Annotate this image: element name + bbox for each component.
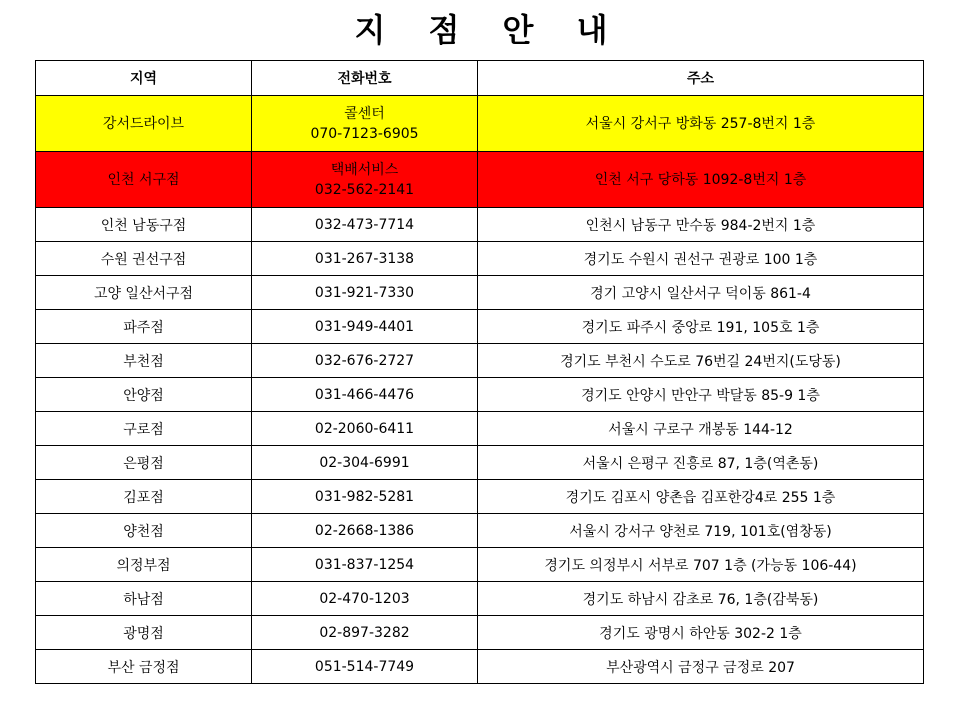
table-row bbox=[36, 616, 924, 650]
table-row bbox=[36, 276, 924, 310]
page-title: 지 점 안 내 bbox=[354, 11, 624, 49]
phone-number: 02-2668-1386 bbox=[314, 522, 415, 539]
cell-phone bbox=[252, 582, 478, 616]
cell-region: 강서드라이브 bbox=[36, 96, 252, 152]
phone-number: 02-897-3282 bbox=[319, 624, 410, 641]
cell-phone bbox=[252, 412, 478, 446]
table-row bbox=[36, 446, 924, 480]
cell-phone bbox=[252, 208, 478, 242]
phone-number: 031-837-1254 bbox=[314, 556, 415, 573]
phone-number: 031-949-4401 bbox=[314, 318, 415, 335]
cell-address: 인천시 남동구 만수동 984-2번지 1층 bbox=[478, 208, 924, 242]
table-row bbox=[36, 480, 924, 514]
cell-address: 인천 서구 당하동 1092-8번지 1층 bbox=[478, 152, 924, 208]
table-row bbox=[36, 548, 924, 582]
table-row bbox=[36, 344, 924, 378]
cell-address: 서울시 강서구 양천로 719, 101호(염창동) bbox=[478, 514, 924, 548]
cell-phone bbox=[252, 344, 478, 378]
cell-address: 경기도 수원시 권선구 권광로 100 1층 bbox=[478, 242, 924, 276]
cell-phone bbox=[252, 480, 478, 514]
table-row bbox=[36, 96, 924, 152]
cell-region: 양천점 bbox=[36, 514, 252, 548]
cell-address: 경기 고양시 일산서구 덕이동 861-4 bbox=[478, 276, 924, 310]
cell-phone bbox=[252, 378, 478, 412]
cell-address: 서울시 구로구 개봉동 144-12 bbox=[478, 412, 924, 446]
cell-region: 구로점 bbox=[36, 412, 252, 446]
cell-phone bbox=[252, 650, 478, 684]
phone-number: 032-473-7714 bbox=[314, 216, 415, 233]
cell-region: 파주점 bbox=[36, 310, 252, 344]
cell-address: 경기도 광명시 하안동 302-2 1층 bbox=[478, 616, 924, 650]
cell-address: 부산광역시 금정구 금정로 207 bbox=[478, 650, 924, 684]
cell-address: 서울시 은평구 진흥로 87, 1층(역촌동) bbox=[478, 446, 924, 480]
cell-address: 서울시 강서구 방화동 257-8번지 1층 bbox=[478, 96, 924, 152]
cell-region: 인천 남동구점 bbox=[36, 208, 252, 242]
table-row bbox=[36, 242, 924, 276]
cell-region: 부산 금정점 bbox=[36, 650, 252, 684]
phone-number: 02-304-6991 bbox=[319, 454, 410, 471]
header-phone: 전화번호 bbox=[252, 61, 478, 96]
phone-service-label: 콜센터 bbox=[344, 105, 385, 122]
cell-region: 은평점 bbox=[36, 446, 252, 480]
phone-number: 02-2060-6411 bbox=[314, 420, 415, 437]
table-row bbox=[36, 208, 924, 242]
table-row bbox=[36, 378, 924, 412]
cell-phone bbox=[252, 152, 478, 208]
phone-number: 031-466-4476 bbox=[314, 386, 415, 403]
phone-number: 051-514-7749 bbox=[314, 658, 415, 675]
header-address: 주소 bbox=[478, 61, 924, 96]
cell-region: 고양 일산서구점 bbox=[36, 276, 252, 310]
cell-phone bbox=[252, 616, 478, 650]
phone-number: 032-676-2727 bbox=[314, 352, 415, 369]
cell-phone bbox=[252, 514, 478, 548]
cell-phone bbox=[252, 446, 478, 480]
table-row bbox=[36, 152, 924, 208]
cell-phone bbox=[252, 96, 478, 152]
table-row bbox=[36, 514, 924, 548]
cell-region: 수원 권선구점 bbox=[36, 242, 252, 276]
cell-address: 경기도 의정부시 서부로 707 1층 (가능동 106-44) bbox=[478, 548, 924, 582]
cell-region: 의정부점 bbox=[36, 548, 252, 582]
cell-phone bbox=[252, 242, 478, 276]
cell-region: 인천 서구점 bbox=[36, 152, 252, 208]
cell-address: 경기도 하남시 감초로 76, 1층(감북동) bbox=[478, 582, 924, 616]
cell-region: 부천점 bbox=[36, 344, 252, 378]
cell-address: 경기도 안양시 만안구 박달동 85-9 1층 bbox=[478, 378, 924, 412]
cell-address: 경기도 파주시 중앙로 191, 105호 1층 bbox=[478, 310, 924, 344]
cell-address: 경기도 부천시 수도로 76번길 24번지(도당동) bbox=[478, 344, 924, 378]
cell-region: 광명점 bbox=[36, 616, 252, 650]
phone-number: 031-982-5281 bbox=[314, 488, 415, 505]
cell-phone bbox=[252, 548, 478, 582]
table-row bbox=[36, 412, 924, 446]
cell-region: 안양점 bbox=[36, 378, 252, 412]
cell-region: 김포점 bbox=[36, 480, 252, 514]
cell-region: 하남점 bbox=[36, 582, 252, 616]
phone-number: 031-921-7330 bbox=[314, 284, 415, 301]
table-row bbox=[36, 582, 924, 616]
cell-phone bbox=[252, 310, 478, 344]
phone-number: 02-470-1203 bbox=[319, 590, 410, 607]
phone-service-label: 택배서비스 bbox=[330, 161, 399, 178]
phone-number: 031-267-3138 bbox=[314, 250, 415, 267]
cell-address: 경기도 김포시 양촌읍 김포한강4로 255 1층 bbox=[478, 480, 924, 514]
cell-phone bbox=[252, 276, 478, 310]
table-row bbox=[36, 650, 924, 684]
branch-table bbox=[35, 60, 924, 684]
table-header-row bbox=[36, 61, 924, 96]
table-row bbox=[36, 310, 924, 344]
phone-number: 070-7123-6905 bbox=[310, 125, 419, 142]
phone-number: 032-562-2141 bbox=[314, 181, 415, 198]
header-region: 지역 bbox=[36, 61, 252, 96]
